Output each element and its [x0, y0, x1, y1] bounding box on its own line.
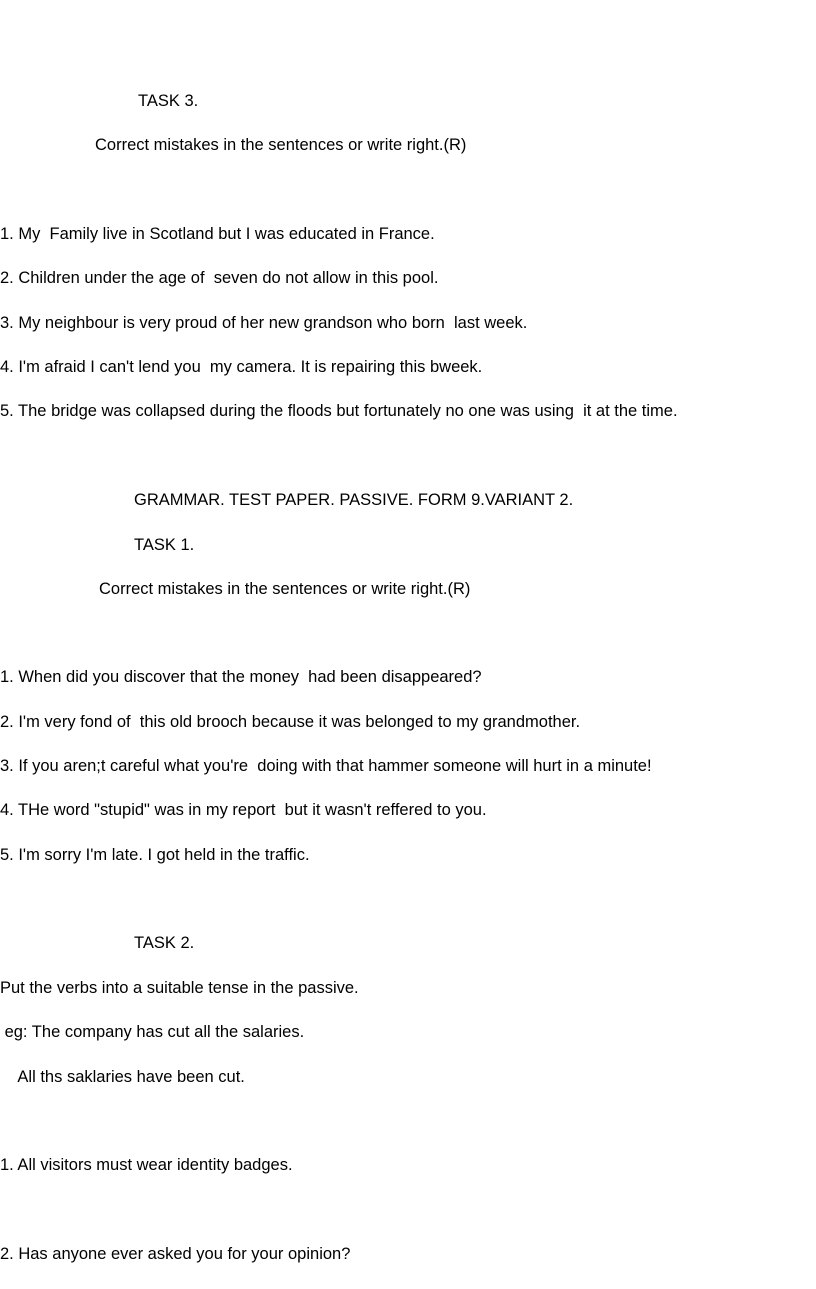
task2-heading: TASK 2. [134, 934, 195, 952]
task1-item-3: 3. If you aren;t careful what you're doing with that hammer someone will hurt in a minute! [0, 757, 652, 775]
task2-example: eg: The company has cut all the salaries. [0, 1023, 305, 1041]
task3-item-5: 5. The bridge was collapsed during the floods but fortunately no one was using it at the time. [0, 402, 678, 420]
task2-example-answer: All ths saklaries have been cut. [0, 1068, 245, 1086]
task3-instruction: Correct mistakes in the sentences or write right.(R) [95, 136, 467, 154]
task3-item-2: 2. Children under the age of seven do not allow in this pool. [0, 269, 439, 287]
task2-item-1: 1. All visitors must wear identity badges. [0, 1156, 293, 1174]
task1-item-1: 1. When did you discover that the money had been disappeared? [0, 668, 482, 686]
task3-item-3: 3. My neighbour is very proud of her new grandson who born last week. [0, 314, 528, 332]
task1-heading: TASK 1. [134, 536, 195, 554]
task1-item-4: 4. THe word "stupid" was in my report but it wasn't reffered to you. [0, 801, 487, 819]
task2-item-2: 2. Has anyone ever asked you for your opinion? [0, 1245, 351, 1263]
task1-instruction: Correct mistakes in the sentences or write right.(R) [99, 580, 471, 598]
variant2-title: GRAMMAR. TEST PAPER. PASSIVE. FORM 9.VARIANT 2. [134, 491, 574, 509]
task2-instruction: Put the verbs into a suitable tense in the passive. [0, 979, 359, 997]
task1-item-5: 5. I'm sorry I'm late. I got held in the traffic. [0, 846, 310, 864]
task1-item-2: 2. I'm very fond of this old brooch because it was belonged to my grandmother. [0, 713, 581, 731]
task3-item-4: 4. I'm afraid I can't lend you my camera. It is repairing this bweek. [0, 358, 483, 376]
task3-heading: TASK 3. [138, 92, 199, 110]
task3-item-1: 1. My Family live in Scotland but I was educated in France. [0, 225, 435, 243]
